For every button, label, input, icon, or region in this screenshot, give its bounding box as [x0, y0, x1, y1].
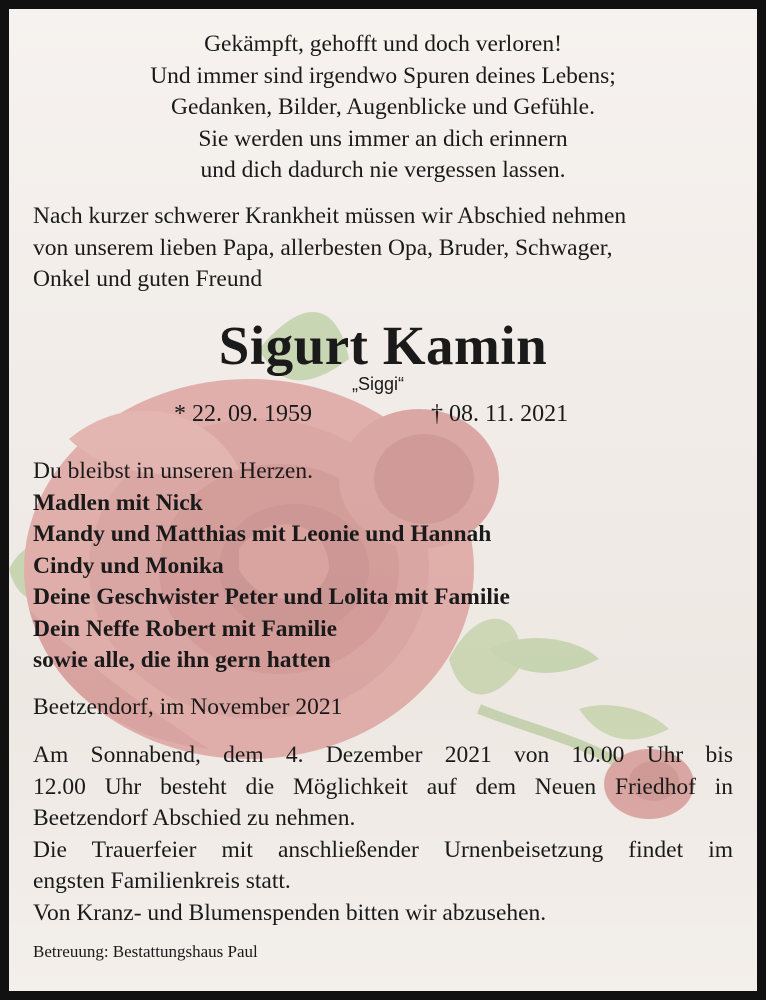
poem-line: Gedanken, Bilder, Augenblicke und Gefühle.	[171, 94, 595, 120]
intro-text	[33, 201, 733, 296]
notice-content	[9, 9, 757, 991]
poem-line: Sie werden uns immer an dich erinnern	[198, 125, 568, 152]
info-line: 12.00 Uhr besteht die Möglichkeit auf dem Neuen Friedhof in	[33, 773, 733, 800]
place-date: Beetzendorf, im November 2021	[33, 694, 343, 720]
birth-date: * 22. 09. 1959	[174, 401, 312, 427]
mourner-entry: sowie alle, die ihn gern hatten	[33, 647, 331, 673]
death-date: † 08. 11. 2021	[431, 401, 569, 427]
intro-line: Onkel und guten Freund	[33, 266, 263, 292]
info-line: engsten Familienkreis statt.	[33, 868, 291, 894]
intro-line: Nach kurzer schwerer Krankheit müssen wir Abschied nehmen	[33, 203, 627, 229]
mourner-entry: Dein Neffe Robert mit Familie	[33, 615, 338, 642]
deceased-nickname: „Siggi“	[352, 374, 405, 394]
mourner-entry: Cindy und Monika	[33, 552, 224, 579]
deceased-name: Sigurt Kamin	[218, 315, 548, 376]
mourners-intro: Du bleibst in unseren Herzen.	[33, 458, 313, 484]
info-line: Von Kranz- und Blumenspenden bitten wir abzusehen.	[33, 899, 547, 926]
info-line: Die Trauerfeier mit anschließender Urnenbeisetzung findet im	[33, 836, 733, 863]
poem	[9, 29, 757, 187]
mourner-entry: Madlen mit Nick	[33, 489, 203, 516]
info-line: Beetzendorf Abschied zu nehmen.	[33, 805, 356, 831]
mourner-entry: Mandy und Matthias mit Leonie und Hannah	[33, 521, 492, 547]
funeral-info	[33, 740, 733, 929]
mourner-entry: Deine Geschwister Peter und Lolita mit Familie	[33, 584, 510, 610]
poem-line: Und immer sind irgendwo Spuren deines Lebens;	[150, 62, 616, 89]
info-line: Am Sonnabend, dem 4. Dezember 2021 von 10.00 Uhr bis	[33, 742, 733, 768]
funeral-home-credit: Betreuung: Bestattungshaus Paul	[33, 942, 258, 961]
poem-line: Gekämpft, gehofft und doch verloren!	[204, 31, 562, 57]
mourners-list	[33, 456, 733, 677]
intro-line: von unserem lieben Papa, allerbesten Opa, Bruder, Schwager,	[33, 234, 613, 261]
poem-line: und dich dadurch nie vergessen lassen.	[200, 157, 566, 183]
